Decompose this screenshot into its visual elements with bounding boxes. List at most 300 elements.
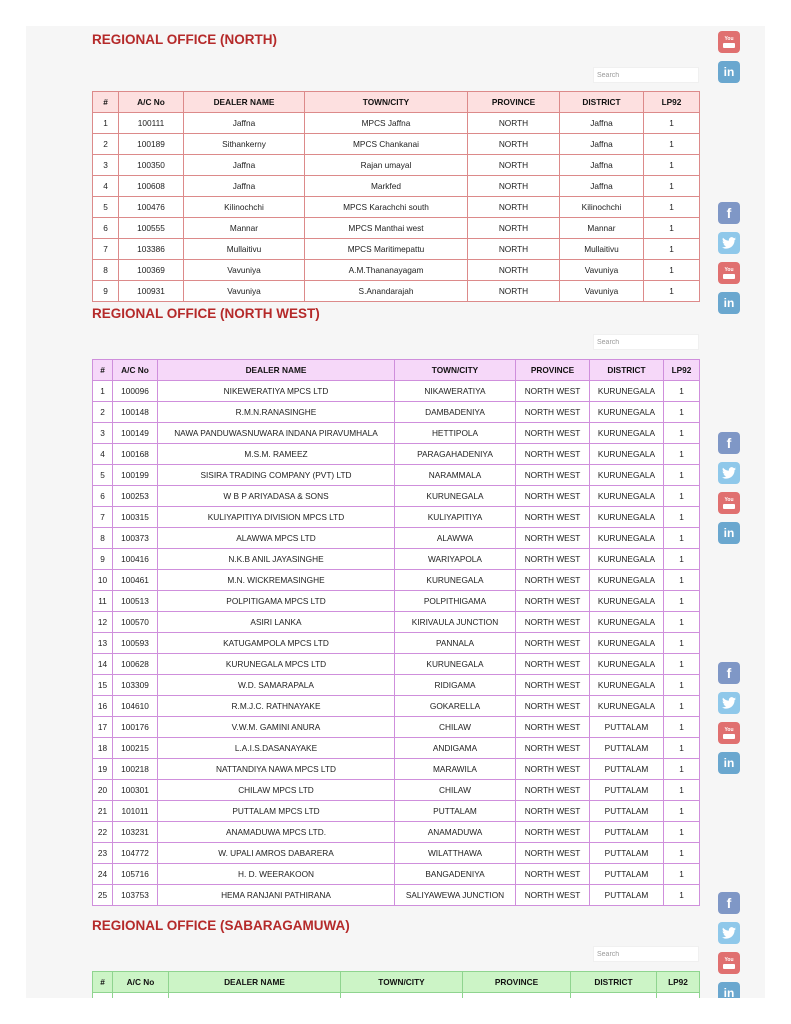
cell-ac-no: 100176	[113, 717, 158, 738]
cell-town-city: SALIYAWEWA JUNCTION	[395, 885, 516, 906]
cell-dealer-name: W B P ARIYADASA & SONS	[158, 486, 395, 507]
table-row	[93, 633, 700, 654]
cell-district: PUTTALAM	[590, 717, 664, 738]
cell-province: NORTH WEST	[516, 864, 590, 885]
cell-district: PUTTALAM	[590, 885, 664, 906]
cell-town-city: PUTTALAM	[395, 801, 516, 822]
table-header-sabaragamuwa	[93, 972, 700, 993]
twitter-icon	[722, 927, 736, 939]
cell-town-city: HETTIPOLA	[395, 423, 516, 444]
cell-dealer-name: NAWA PANDUWASNUWARA INDANA PIRAVUMHALA	[158, 423, 395, 444]
table-row	[93, 696, 700, 717]
cell-dealer-name: Mullaitivu	[184, 239, 305, 260]
cell-dealer-name: Vavuniya	[184, 281, 305, 302]
table-row	[93, 612, 700, 633]
cell-district: KURUNEGALA	[590, 444, 664, 465]
cell-number: 3	[93, 155, 119, 176]
cell-ac-no: 100931	[119, 281, 184, 302]
cell-district: KURUNEGALA	[590, 465, 664, 486]
cell-ac-no: 100189	[119, 134, 184, 155]
cell-number: 12	[93, 612, 113, 633]
table-row	[93, 197, 700, 218]
linkedin-icon: in	[723, 65, 735, 79]
cell-district: KURUNEGALA	[590, 675, 664, 696]
youtube-icon: You	[723, 36, 735, 48]
linkedin-button[interactable]	[718, 61, 740, 83]
search-input-north-west[interactable]	[593, 334, 699, 350]
table-row	[93, 993, 700, 999]
cell-number: 10	[93, 570, 113, 591]
table-row	[93, 843, 700, 864]
col-header-lp92[interactable]: LP92	[664, 360, 700, 381]
cell-province: NORTH	[468, 134, 560, 155]
table-row	[93, 549, 700, 570]
cell-dealer-name: H. D. WEERAKOON	[158, 864, 395, 885]
cell-lp92: 1	[664, 486, 700, 507]
cell-province: NORTH WEST	[516, 738, 590, 759]
facebook-button[interactable]	[718, 662, 740, 684]
youtube-icon: You	[723, 727, 735, 739]
table-row	[93, 507, 700, 528]
facebook-icon: f	[726, 435, 732, 451]
cell-province: NORTH WEST	[516, 444, 590, 465]
cell-ac-no: 100476	[119, 197, 184, 218]
cell-province: NORTH	[468, 176, 560, 197]
cell-dealer-name: Jaffna	[184, 155, 305, 176]
col-header-dealer-name[interactable]: DEALER NAME	[158, 360, 395, 381]
cell-town-city: RIDIGAMA	[395, 675, 516, 696]
cell-dealer-name: ALAWWA MPCS LTD	[158, 528, 395, 549]
cell-district: KURUNEGALA	[590, 633, 664, 654]
cell-ac-no: 100096	[113, 381, 158, 402]
cell-number: 18	[93, 738, 113, 759]
cell-province: NORTH WEST	[516, 696, 590, 717]
cell-town-city: BANGADENIYA	[395, 864, 516, 885]
twitter-button[interactable]	[718, 462, 740, 484]
cell-dealer-name: Jaffna	[184, 176, 305, 197]
cell-ac-no: 100373	[113, 528, 158, 549]
cell-lp92: 1	[644, 239, 700, 260]
cell-number: 21	[93, 801, 113, 822]
cell-lp92: 1	[664, 675, 700, 696]
cell-ac-no: 100461	[113, 570, 158, 591]
cell-town-city: CHILAW	[395, 780, 516, 801]
cell-province: NORTH WEST	[516, 486, 590, 507]
cell-district: PUTTALAM	[590, 759, 664, 780]
cell-number: 24	[93, 864, 113, 885]
cell-number: 13	[93, 633, 113, 654]
cell-province: NORTH WEST	[516, 822, 590, 843]
col-header-number[interactable]: #	[93, 972, 113, 993]
cell-district: PUTTALAM	[590, 801, 664, 822]
cell-town-city: WILATTHAWA	[395, 843, 516, 864]
table-row	[93, 885, 700, 906]
cell-district: PUTTALAM	[590, 780, 664, 801]
twitter-button[interactable]	[718, 922, 740, 944]
cell-lp92: 1	[664, 402, 700, 423]
social-bar-north-west	[718, 432, 740, 552]
cell-number: 14	[93, 654, 113, 675]
cell-number: 11	[93, 591, 113, 612]
table-row	[93, 239, 700, 260]
search-input-north[interactable]	[593, 67, 699, 83]
table-row	[93, 780, 700, 801]
col-header-province[interactable]: PROVINCE	[516, 360, 590, 381]
cell-number: 15	[93, 675, 113, 696]
social-bar-north	[718, 31, 740, 91]
cell-dealer-name: R.M.J.C. RATHNAYAKE	[158, 696, 395, 717]
table-header-north	[93, 92, 700, 113]
cell-province: NORTH WEST	[516, 885, 590, 906]
cell-town-city: A.M.Thananayagam	[305, 260, 468, 281]
table-row	[93, 528, 700, 549]
cell-number: 25	[93, 885, 113, 906]
table-row	[93, 218, 700, 239]
cell-dealer-name: POLPITIGAMA MPCS LTD	[158, 591, 395, 612]
cell-ac-no: 100218	[113, 759, 158, 780]
cell-town-city: PARAGAHADENIYA	[395, 444, 516, 465]
cell-number: 22	[93, 822, 113, 843]
cell-district: KURUNEGALA	[590, 507, 664, 528]
cell-dealer-name: M.N. WICKREMASINGHE	[158, 570, 395, 591]
facebook-button[interactable]	[718, 432, 740, 454]
section-north-west	[92, 306, 699, 906]
cell-number: 3	[93, 423, 113, 444]
table-row	[93, 444, 700, 465]
cell-lp92: 1	[644, 155, 700, 176]
cell-province: NORTH WEST	[516, 801, 590, 822]
cell-lp92: 1	[664, 654, 700, 675]
cell-lp92: 1	[664, 780, 700, 801]
cell-dealer-name: L.A.I.S.DASANAYAKE	[158, 738, 395, 759]
cell-town-city: MPCS Maritimepattu	[305, 239, 468, 260]
col-header-lp92[interactable]: LP92	[657, 972, 700, 993]
col-header-number[interactable]: #	[93, 92, 119, 113]
col-header-town-city[interactable]: TOWN/CITY	[341, 972, 463, 993]
cell-ac-no: 100149	[113, 423, 158, 444]
social-bar-north-2	[718, 202, 740, 322]
section-sabaragamuwa	[92, 918, 699, 998]
youtube-button[interactable]	[718, 952, 740, 974]
cell-ac-no: 101011	[113, 801, 158, 822]
cell-number: 6	[93, 218, 119, 239]
col-header-province[interactable]: PROVINCE	[468, 92, 560, 113]
cell-province: NORTH WEST	[516, 570, 590, 591]
table-body-sabaragamuwa	[93, 993, 700, 999]
cell-district: KURUNEGALA	[590, 654, 664, 675]
cell-lp92: 1	[664, 549, 700, 570]
cell-district: KURUNEGALA	[590, 696, 664, 717]
cell-ac-no: 100315	[113, 507, 158, 528]
cell-dealer-name: CHILAW MPCS LTD	[158, 780, 395, 801]
cell-district: PUTTALAM	[590, 864, 664, 885]
linkedin-icon: in	[723, 756, 735, 770]
cell-dealer-name: N.K.B ANIL JAYASINGHE	[158, 549, 395, 570]
linkedin-button[interactable]	[718, 522, 740, 544]
cell-district: KURUNEGALA	[590, 528, 664, 549]
cell-number: 1	[93, 381, 113, 402]
cell-number: 4	[93, 176, 119, 197]
cell-lp92: 1	[664, 381, 700, 402]
col-header-town-city[interactable]: TOWN/CITY	[305, 92, 468, 113]
table-row	[93, 864, 700, 885]
cell-town-city: KIRIVAULA JUNCTION	[395, 612, 516, 633]
cell-province: NORTH WEST	[516, 843, 590, 864]
cell-province: NORTH	[468, 155, 560, 176]
linkedin-icon: in	[723, 296, 735, 310]
col-header-district[interactable]: DISTRICT	[590, 360, 664, 381]
cell-ac-no: 100199	[113, 465, 158, 486]
table-row	[93, 486, 700, 507]
cell-district: KURUNEGALA	[590, 591, 664, 612]
linkedin-button[interactable]	[718, 982, 740, 998]
cell-dealer-name: W. UPALI AMROS DABARERA	[158, 843, 395, 864]
cell-lp92: 1	[664, 843, 700, 864]
cell-lp92: 1	[644, 113, 700, 134]
dealer-table-north-west	[92, 359, 700, 906]
cell-dealer-name: Sithankerny	[184, 134, 305, 155]
cell-dealer-name: Vavuniya	[184, 260, 305, 281]
dealer-table-sabaragamuwa	[92, 971, 700, 998]
cell-ac-no: 100301	[113, 780, 158, 801]
cell-lp92: 1	[664, 465, 700, 486]
col-header-dealer-name[interactable]: DEALER NAME	[169, 972, 341, 993]
cell-town-city: NARAMMALA	[395, 465, 516, 486]
cell-dealer-name: M.S.M. RAMEEZ	[158, 444, 395, 465]
cell-town-city: CHILAW	[395, 717, 516, 738]
table-row	[93, 281, 700, 302]
cell-number: 23	[93, 843, 113, 864]
cell-dealer-name: NATTANDIYA NAWA MPCS LTD	[158, 759, 395, 780]
youtube-button[interactable]	[718, 722, 740, 744]
cell-ac-no: 103309	[113, 675, 158, 696]
table-row	[93, 654, 700, 675]
cell-number: 5	[93, 197, 119, 218]
table-row	[93, 176, 700, 197]
cell-lp92: 1	[644, 176, 700, 197]
cell-dealer-name: W.D. SAMARAPALA	[158, 675, 395, 696]
cell-dealer-name: Kilinochchi	[184, 197, 305, 218]
cell-town-city: DAMBADENIYA	[395, 402, 516, 423]
table-row	[93, 260, 700, 281]
cell-number: 4	[93, 444, 113, 465]
cell-dealer-name: Jaffna	[184, 113, 305, 134]
cell-district: KURUNEGALA	[590, 402, 664, 423]
cell-dealer-name: Mannar	[184, 218, 305, 239]
cell-lp92: 1	[644, 260, 700, 281]
table-row	[93, 155, 700, 176]
col-header-district[interactable]: DISTRICT	[571, 972, 657, 993]
linkedin-icon: in	[723, 986, 735, 998]
cell-town-city: GOKARELLA	[395, 696, 516, 717]
cell-number: 19	[93, 759, 113, 780]
cell-town-city: MPCS Karachchi south	[305, 197, 468, 218]
cell-province: NORTH WEST	[516, 612, 590, 633]
cell-district: Kilinochchi	[560, 197, 644, 218]
table-row	[93, 134, 700, 155]
cell-province: NORTH WEST	[516, 549, 590, 570]
col-header-ac-no[interactable]: A/C No	[113, 972, 169, 993]
cell-district: KURUNEGALA	[590, 381, 664, 402]
section-title-sabaragamuwa: REGIONAL OFFICE (SABARAGAMUWA)	[92, 918, 350, 933]
cell-dealer-name: ANAMADUWA MPCS LTD.	[158, 822, 395, 843]
cell-lp92: 1	[644, 134, 700, 155]
cell-town-city: ALAWWA	[395, 528, 516, 549]
cell-province: NORTH	[468, 281, 560, 302]
cell-dealer-name: ASIRI LANKA	[158, 612, 395, 633]
col-header-number[interactable]: #	[93, 360, 113, 381]
cell-number: 9	[93, 549, 113, 570]
cell-number: 17	[93, 717, 113, 738]
cell-district: Jaffna	[560, 155, 644, 176]
table-row	[93, 675, 700, 696]
cell-ac-no: 100253	[113, 486, 158, 507]
table-row	[93, 591, 700, 612]
linkedin-button[interactable]	[718, 292, 740, 314]
cell-lp92: 1	[664, 507, 700, 528]
twitter-button[interactable]	[718, 692, 740, 714]
cell-ac-no: 100168	[113, 444, 158, 465]
cell-dealer-name: HEMA RANJANI PATHIRANA	[158, 885, 395, 906]
cell-ac-no: 100608	[119, 176, 184, 197]
cell-province: NORTH WEST	[516, 381, 590, 402]
col-header-district[interactable]: DISTRICT	[560, 92, 644, 113]
twitter-button[interactable]	[718, 232, 740, 254]
cell-dealer-name: NIKEWERATIYA MPCS LTD	[158, 381, 395, 402]
cell-province: NORTH WEST	[516, 759, 590, 780]
cell-ac-no: 100416	[113, 549, 158, 570]
cell-ac-no: 100570	[113, 612, 158, 633]
cell-province: NORTH WEST	[516, 675, 590, 696]
col-header-town-city[interactable]: TOWN/CITY	[395, 360, 516, 381]
cell-number: 8	[93, 260, 119, 281]
youtube-button[interactable]	[718, 492, 740, 514]
cell-town-city: MPCS Jaffna	[305, 113, 468, 134]
facebook-button[interactable]	[718, 202, 740, 224]
cell-province: NORTH WEST	[516, 507, 590, 528]
cell-number: 6	[93, 486, 113, 507]
cell-number: 1	[93, 113, 119, 134]
cell-ac-no: 100513	[113, 591, 158, 612]
cell-town-city: S.Anandarajah	[305, 281, 468, 302]
facebook-icon: f	[726, 205, 732, 221]
cell-town-city: KURUNEGALA	[395, 486, 516, 507]
cell-number: 8	[93, 528, 113, 549]
cell-ac-no: 100350	[119, 155, 184, 176]
social-bar-north-west-2	[718, 662, 740, 782]
cell-town-city: KURUNEGALA	[395, 570, 516, 591]
facebook-button[interactable]	[718, 892, 740, 914]
cell-ac-no: 100215	[113, 738, 158, 759]
cell-lp92: 1	[664, 570, 700, 591]
cell-province: NORTH WEST	[516, 780, 590, 801]
cell-ac-no: 100593	[113, 633, 158, 654]
cell-province: NORTH	[468, 113, 560, 134]
cell-district: Mullaitivu	[560, 239, 644, 260]
search-input-sabaragamuwa[interactable]	[593, 946, 699, 962]
cell-town-city: POLPITHIGAMA	[395, 591, 516, 612]
cell-district: KURUNEGALA	[590, 612, 664, 633]
cell-district: PUTTALAM	[590, 843, 664, 864]
cell-lp92: 1	[664, 801, 700, 822]
cell-district: Jaffna	[560, 176, 644, 197]
table-row	[93, 801, 700, 822]
cell-lp92: 1	[664, 822, 700, 843]
cell-lp92: 1	[664, 633, 700, 654]
cell-province: NORTH	[468, 197, 560, 218]
linkedin-button[interactable]	[718, 752, 740, 774]
cell-town-city: MARAWILA	[395, 759, 516, 780]
youtube-icon: You	[723, 957, 735, 969]
cell-province: NORTH	[468, 218, 560, 239]
col-header-lp92[interactable]: LP92	[644, 92, 700, 113]
cell-town-city: KURUNEGALA	[395, 654, 516, 675]
table-row	[93, 402, 700, 423]
col-header-province[interactable]: PROVINCE	[463, 972, 571, 993]
cell-town-city: NIKAWERATIYA	[395, 381, 516, 402]
youtube-button[interactable]	[718, 262, 740, 284]
dealer-table-north	[92, 91, 700, 302]
cell-ac-no: 103231	[113, 822, 158, 843]
cell-province: NORTH WEST	[516, 465, 590, 486]
col-header-dealer-name[interactable]: DEALER NAME	[184, 92, 305, 113]
cell-town-city: WARIYAPOLA	[395, 549, 516, 570]
table-row	[93, 113, 700, 134]
cell-lp92: 1	[664, 738, 700, 759]
cell-district: KURUNEGALA	[590, 423, 664, 444]
facebook-icon: f	[726, 895, 732, 911]
social-bar-sabaragamuwa	[718, 892, 740, 998]
cell-number: 7	[93, 239, 119, 260]
cell-district: Vavuniya	[560, 281, 644, 302]
table-header-north-west	[93, 360, 700, 381]
col-header-ac-no[interactable]: A/C No	[119, 92, 184, 113]
facebook-icon: f	[726, 665, 732, 681]
linkedin-icon: in	[723, 526, 735, 540]
cell-dealer-name: SISIRA TRADING COMPANY (PVT) LTD	[158, 465, 395, 486]
cell-province: NORTH WEST	[516, 402, 590, 423]
table-row	[93, 381, 700, 402]
cell-number: 9	[93, 281, 119, 302]
cell-district: PUTTALAM	[590, 822, 664, 843]
table-body-north-west	[93, 381, 700, 906]
table-row	[93, 717, 700, 738]
cell-province: NORTH	[468, 239, 560, 260]
cell-dealer-name: V.W.M. GAMINI ANURA	[158, 717, 395, 738]
youtube-button[interactable]	[718, 31, 740, 53]
cell-town-city: ANDIGAMA	[395, 738, 516, 759]
cell-district: KURUNEGALA	[590, 570, 664, 591]
youtube-icon: You	[723, 267, 735, 279]
table-row	[93, 759, 700, 780]
page-content	[26, 26, 765, 998]
section-title-north: REGIONAL OFFICE (NORTH)	[92, 32, 277, 47]
twitter-icon	[722, 697, 736, 709]
cell-ac-no: 105716	[113, 864, 158, 885]
cell-number: 5	[93, 465, 113, 486]
cell-lp92: 1	[664, 759, 700, 780]
table-row	[93, 465, 700, 486]
cell-province: NORTH WEST	[516, 591, 590, 612]
cell-lp92: 1	[664, 696, 700, 717]
cell-province: NORTH	[468, 260, 560, 281]
col-header-ac-no[interactable]: A/C No	[113, 360, 158, 381]
cell-town-city: MPCS Manthai west	[305, 218, 468, 239]
cell-number: 7	[93, 507, 113, 528]
section-title-north-west: REGIONAL OFFICE (NORTH WEST)	[92, 306, 320, 321]
table-row	[93, 423, 700, 444]
table-row	[93, 570, 700, 591]
